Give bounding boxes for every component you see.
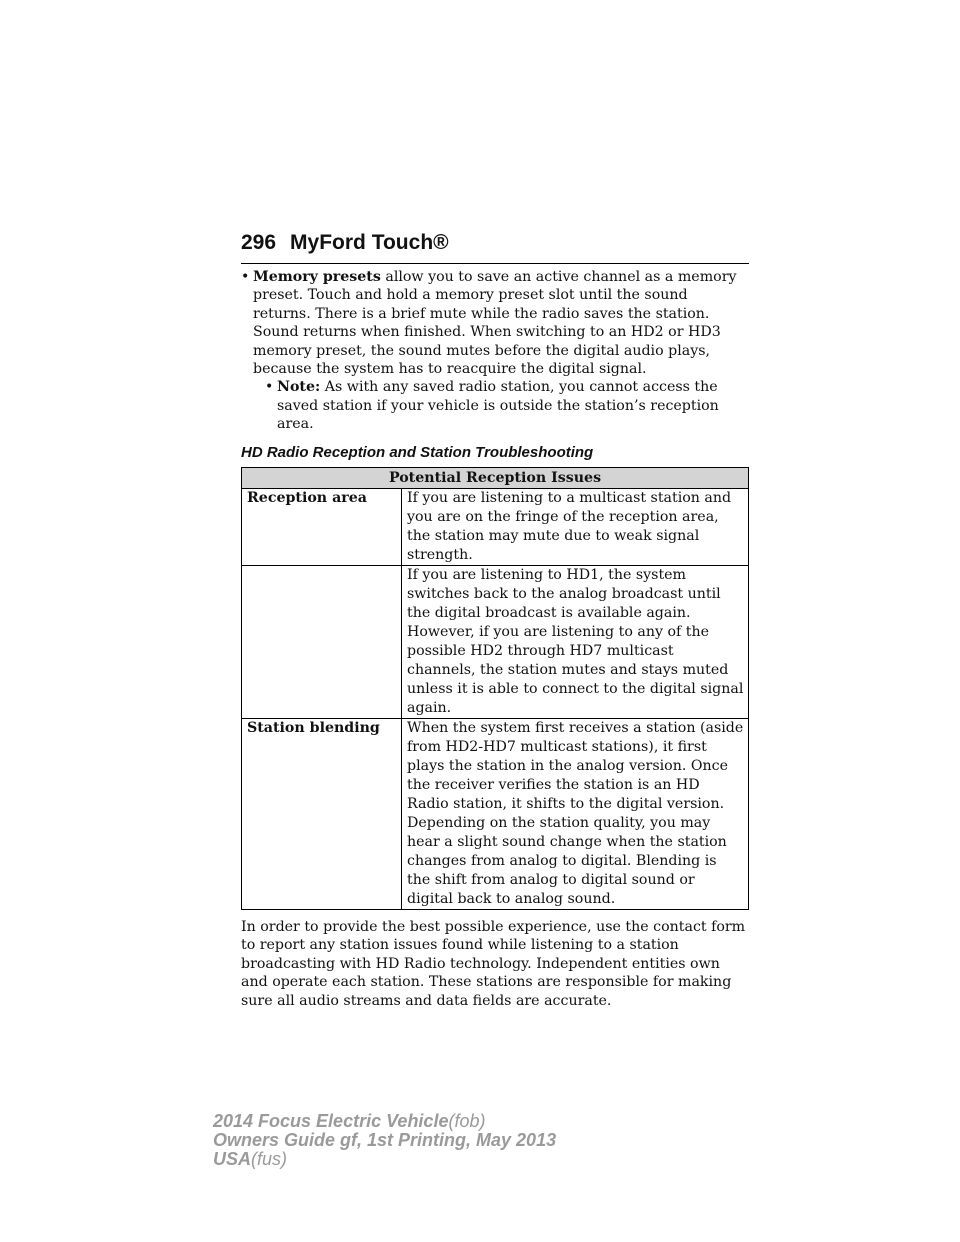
memory-presets-bullet — [241, 268, 749, 434]
note-bullet — [265, 378, 749, 433]
reception-issues-table — [241, 467, 749, 910]
footer-line-2: Owners Guide gf, 1st Printing, May 2013 — [213, 1130, 557, 1150]
table-row — [242, 489, 749, 566]
footer-line-3 — [213, 1150, 556, 1169]
issue-cell: Station blending — [242, 719, 402, 910]
bullet-mark: • — [241, 269, 250, 285]
memory-presets-term: Memory presets — [253, 269, 381, 285]
issue-cell: Reception area — [242, 489, 402, 566]
footer-model: 2014 Focus Electric Vehicle — [213, 1111, 449, 1131]
bullet-body — [253, 268, 749, 434]
footer-model-code: (fob) — [448, 1111, 486, 1131]
note-body — [277, 378, 749, 433]
page-number: 296 — [241, 231, 277, 254]
footer-market: USA — [213, 1149, 252, 1169]
closing-paragraph: In order to provide the best possible experience, use the contact form to report any station issues found while listening to a station broadcasting with HD Radio technology. Independent entities own and operate each station. These stations are responsible for making sure all audio streams and data fields are accurate. — [241, 919, 746, 1009]
table-row — [242, 719, 749, 910]
footer-market-code: (fus) — [251, 1149, 288, 1169]
description-cell: If you are listening to a multicast station and you are on the fringe of the reception area, the station may mute due to weak signal strength. — [402, 489, 749, 566]
table-header: Potential Reception Issues — [242, 468, 749, 489]
page-header — [241, 231, 749, 264]
note-term: Note: — [277, 379, 321, 396]
description-cell: If you are listening to HD1, the system switches back to the analog broadcast until the digital broadcast is available again. However, if you are listening to any of the possible HD2 through HD7 multicast channels, the station mutes and stays muted unless it is able to connect to the digital signal again. — [402, 566, 749, 719]
page-footer — [213, 1112, 556, 1169]
table-header-row — [242, 468, 749, 489]
bullet-mark: • — [265, 379, 274, 396]
description-cell: When the system first receives a station (aside from HD2-HD7 multicast stations), it first plays the station in the analog version. Once the receiver verifies the station is an HD Radio station, it shifts to the digital version. Depending on the station quality, you may hear a slight sound change when the station changes from analog to digital. Blending is the shift from analog to digital sound or digital back to analog sound. — [402, 719, 749, 910]
footer-line-1 — [213, 1112, 556, 1131]
section-heading: HD Radio Reception and Station Troubleshooting — [241, 443, 594, 461]
note-text: As with any saved radio station, you cannot access the saved station if your vehicle is outside the station’s reception area. — [277, 379, 719, 433]
page-title: MyFord Touch® — [290, 231, 449, 254]
issue-cell — [242, 566, 402, 719]
table-row — [242, 566, 749, 719]
memory-presets-text: allow you to save an active channel as a memory preset. Touch and hold a memory preset slot until the sound returns. There is a brief mute while the radio saves the station. Sound returns when finished. When switching to an HD2 or HD3 memory preset, the sound mutes before the digital audio plays, because the system has to reacquire the digital signal. — [253, 269, 737, 378]
page-content — [241, 268, 749, 1024]
